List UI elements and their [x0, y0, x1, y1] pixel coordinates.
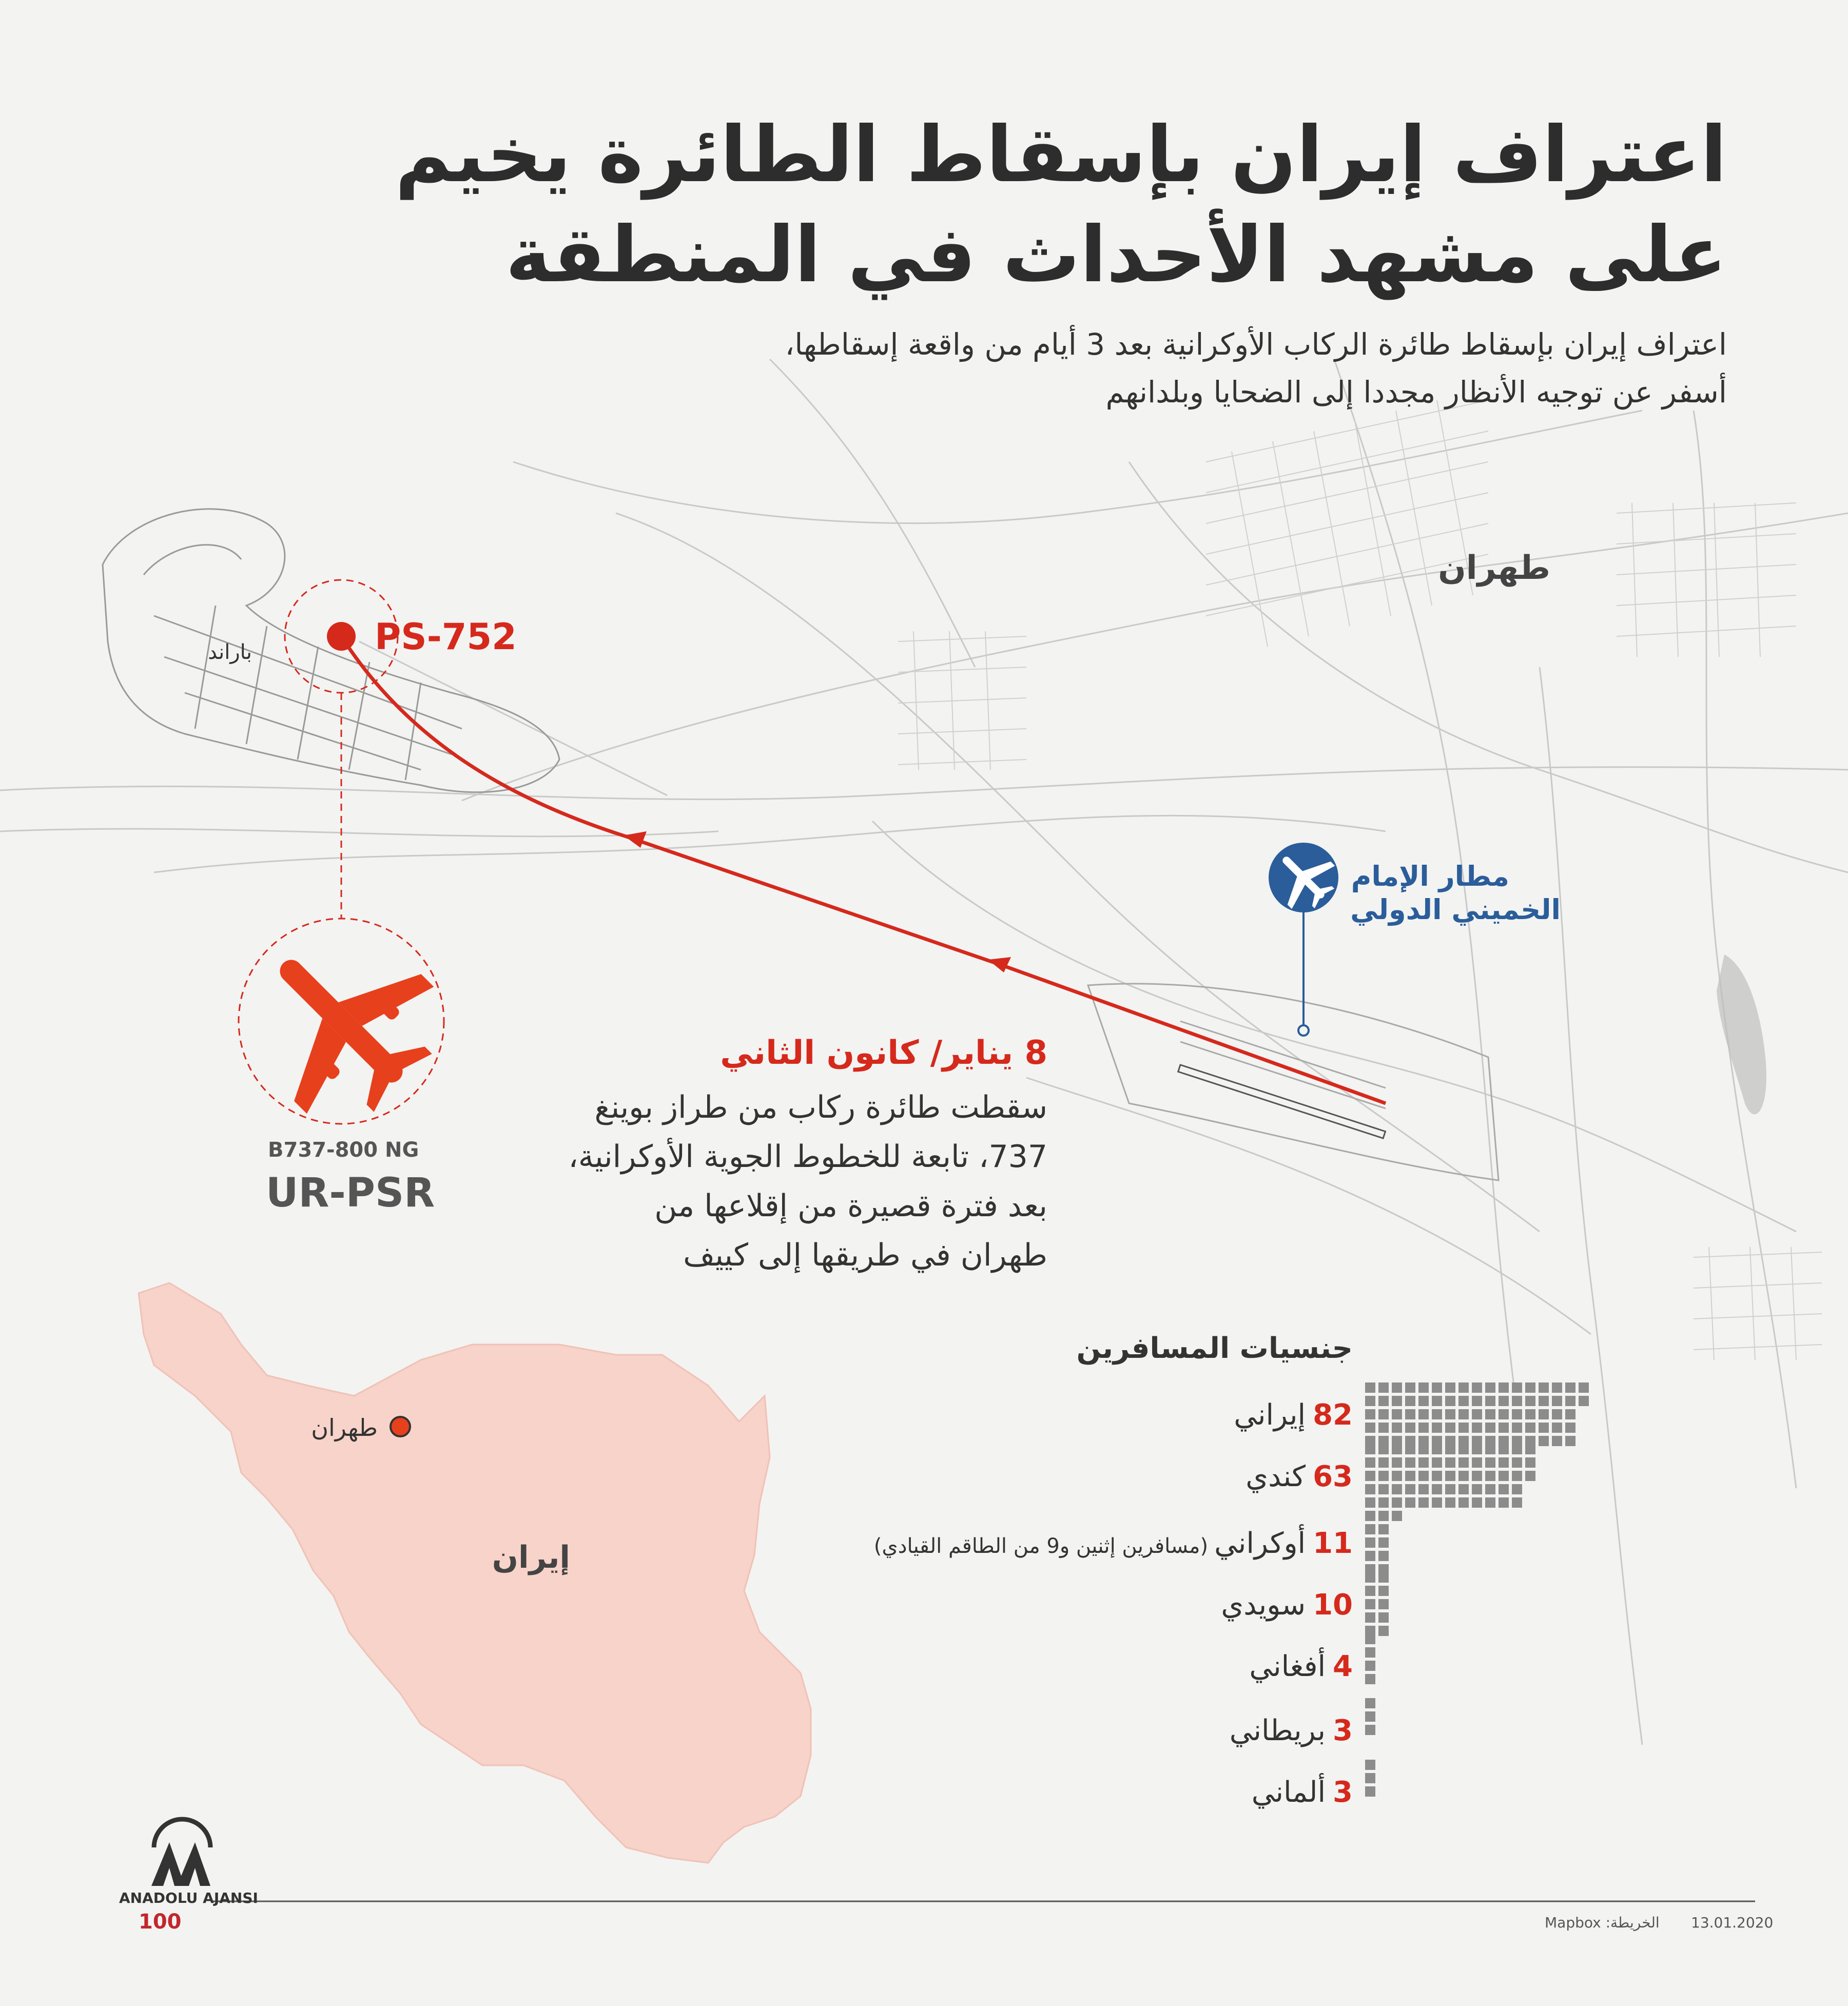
passenger-square — [1472, 1457, 1482, 1468]
passenger-square — [1445, 1396, 1455, 1406]
passenger-square — [1445, 1423, 1455, 1433]
passenger-square — [1432, 1396, 1442, 1406]
passenger-square — [1499, 1457, 1509, 1468]
passenger-square — [1418, 1484, 1429, 1494]
passenger-square — [1405, 1471, 1415, 1481]
passenger-square — [1539, 1396, 1549, 1406]
passenger-square — [1432, 1409, 1442, 1419]
passenger-square — [1445, 1444, 1455, 1454]
airport-label-line-1: مطار الإمام — [1351, 860, 1509, 892]
passenger-square — [1378, 1599, 1389, 1609]
passenger-square — [1445, 1497, 1455, 1508]
nationality-row — [1221, 1588, 1353, 1622]
subtitle-line-2: أسفر عن توجيه الأنظار مجددا إلى الضحايا وبلدانهم — [1105, 375, 1727, 410]
crash-site-marker — [327, 622, 356, 651]
passenger-square — [1445, 1471, 1455, 1481]
parand-label: باراند — [208, 640, 252, 664]
passenger-square — [1378, 1409, 1389, 1419]
passenger-square — [1392, 1396, 1402, 1406]
event-text-line-3: بعد فترة قصيرة من إقلاعها من — [654, 1188, 1047, 1224]
passenger-square — [1485, 1382, 1495, 1393]
airport-label-line-2: الخميني الدولي — [1350, 893, 1561, 926]
passenger-square — [1365, 1599, 1375, 1609]
passenger-square — [1525, 1457, 1535, 1468]
tehran-map-label: طهران — [1438, 549, 1550, 587]
passenger-square — [1499, 1444, 1509, 1454]
passenger-square — [1525, 1409, 1535, 1419]
plane-icon — [220, 900, 466, 1146]
passenger-square — [1365, 1497, 1375, 1508]
passenger-square — [1499, 1396, 1509, 1406]
event-text-line-1: سقطت طائرة ركاب من طراز بوينغ — [594, 1089, 1047, 1125]
aircraft-model-label: B737-800 NG — [268, 1138, 419, 1162]
page-title-line-2: على مشهد الأحداث في المنطقة — [505, 210, 1727, 300]
passenger-square — [1365, 1396, 1375, 1406]
passenger-square — [1552, 1409, 1562, 1419]
iran-country-shape — [139, 1283, 811, 1863]
passenger-square — [1579, 1396, 1589, 1406]
passenger-square — [1405, 1409, 1415, 1419]
passenger-square — [1472, 1471, 1482, 1481]
logo-anniversary: 100 — [139, 1910, 182, 1934]
nationality-count: 4 — [1333, 1650, 1353, 1683]
event-date: 8 يناير/ كانون الثاني — [720, 1034, 1047, 1072]
passenger-square — [1458, 1382, 1469, 1393]
anadolu-logo-mark — [151, 1819, 210, 1886]
subtitle-line-1: اعتراف إيران بإسقاط طائرة الركاب الأوكرانية بعد 3 أيام من واقعة إسقاطها، — [785, 327, 1727, 362]
passenger-square — [1565, 1382, 1575, 1393]
passenger-square — [1365, 1471, 1375, 1481]
passenger-square — [1525, 1444, 1535, 1454]
passenger-square — [1365, 1773, 1375, 1783]
passenger-square — [1378, 1626, 1389, 1636]
passenger-square — [1512, 1497, 1522, 1508]
passenger-square — [1432, 1497, 1442, 1508]
passenger-square — [1405, 1497, 1415, 1508]
passenger-square — [1418, 1382, 1429, 1393]
passenger-square — [1565, 1409, 1575, 1419]
passenger-square — [1525, 1396, 1535, 1406]
passenger-square — [1512, 1396, 1522, 1406]
aircraft-registration-label: UR-PSR — [266, 1170, 435, 1216]
nationality-label: بريطاني — [1229, 1714, 1326, 1747]
nationality-label: إيراني — [1234, 1398, 1306, 1432]
footer-map-credit: الخريطة: Mapbox — [1545, 1914, 1660, 1931]
passenger-square — [1458, 1497, 1469, 1508]
passenger-square — [1418, 1423, 1429, 1433]
nationality-row — [1249, 1650, 1353, 1683]
passenger-square — [1365, 1382, 1375, 1393]
nationality-label: أوكراني — [1214, 1527, 1306, 1560]
tehran-dot — [391, 1417, 410, 1436]
passenger-square — [1472, 1423, 1482, 1433]
passenger-square — [1365, 1661, 1375, 1671]
passenger-square — [1418, 1396, 1429, 1406]
nationality-row — [874, 1527, 1353, 1560]
nationality-count: 3 — [1333, 1714, 1353, 1747]
passenger-square — [1512, 1382, 1522, 1393]
passenger-square — [1418, 1457, 1429, 1468]
passenger-square — [1365, 1457, 1375, 1468]
passenger-square — [1378, 1471, 1389, 1481]
passenger-square — [1405, 1484, 1415, 1494]
passenger-square — [1365, 1484, 1375, 1494]
passenger-square — [1392, 1497, 1402, 1508]
passenger-square — [1472, 1396, 1482, 1406]
passenger-square — [1365, 1551, 1375, 1561]
passenger-square — [1458, 1409, 1469, 1419]
passenger-square — [1432, 1444, 1442, 1454]
nationality-count: 11 — [1313, 1527, 1353, 1560]
nationality-note: (مسافرين إثنين و9 من الطاقم القيادي) — [873, 1534, 1209, 1558]
passenger-square — [1552, 1423, 1562, 1433]
passenger-square — [1472, 1409, 1482, 1419]
event-text-line-2: 737، تابعة للخطوط الجوية الأوكرانية، — [568, 1139, 1047, 1175]
passenger-square — [1485, 1457, 1495, 1468]
nationality-row — [1252, 1776, 1353, 1809]
passenger-square — [1445, 1382, 1455, 1393]
passenger-square — [1365, 1423, 1375, 1433]
nationality-label: سويدي — [1221, 1588, 1306, 1622]
passenger-square — [1378, 1484, 1389, 1494]
passenger-square — [1365, 1698, 1375, 1708]
iran-country-label: إيران — [492, 1540, 570, 1575]
passenger-square — [1472, 1444, 1482, 1454]
passenger-square — [1365, 1634, 1375, 1644]
passenger-square — [1499, 1409, 1509, 1419]
passenger-square — [1445, 1457, 1455, 1468]
passenger-square — [1418, 1497, 1429, 1508]
passenger-square — [1378, 1382, 1389, 1393]
passenger-square — [1378, 1457, 1389, 1468]
passenger-square — [1458, 1471, 1469, 1481]
passenger-square — [1539, 1382, 1549, 1393]
passenger-square — [1365, 1647, 1375, 1658]
passenger-square — [1392, 1423, 1402, 1433]
nationality-row — [1230, 1714, 1353, 1747]
passenger-square — [1552, 1436, 1562, 1446]
passenger-square — [1539, 1423, 1549, 1433]
passenger-square — [1392, 1444, 1402, 1454]
passenger-square — [1512, 1444, 1522, 1454]
passenger-square — [1499, 1382, 1509, 1393]
nationalities-title: جنسيات المسافرين — [1076, 1332, 1353, 1365]
passenger-square — [1579, 1382, 1589, 1393]
passenger-square — [1418, 1471, 1429, 1481]
passenger-square — [1432, 1484, 1442, 1494]
passenger-square — [1485, 1396, 1495, 1406]
passenger-square — [1565, 1436, 1575, 1446]
passenger-square — [1512, 1484, 1522, 1494]
passenger-square — [1485, 1409, 1495, 1419]
passenger-square — [1365, 1711, 1375, 1722]
passenger-square — [1552, 1396, 1562, 1406]
pictogram-squares — [1365, 1382, 1589, 1797]
passenger-square — [1378, 1511, 1389, 1521]
nationality-count: 10 — [1313, 1588, 1353, 1622]
passenger-square — [1378, 1497, 1389, 1508]
passenger-square — [1432, 1471, 1442, 1481]
passenger-square — [1432, 1423, 1442, 1433]
passenger-square — [1512, 1471, 1522, 1481]
passenger-square — [1365, 1674, 1375, 1684]
passenger-square — [1378, 1396, 1389, 1406]
passenger-square — [1472, 1497, 1482, 1508]
passenger-square — [1485, 1497, 1495, 1508]
passenger-square — [1392, 1511, 1402, 1521]
passenger-square — [1392, 1382, 1402, 1393]
passenger-square — [1499, 1484, 1509, 1494]
passenger-square — [1565, 1423, 1575, 1433]
passenger-square — [1405, 1444, 1415, 1454]
passenger-square — [1525, 1471, 1535, 1481]
airport-runway-map — [1088, 984, 1499, 1180]
passenger-square — [1378, 1423, 1389, 1433]
passenger-square — [1539, 1409, 1549, 1419]
passenger-square — [1565, 1396, 1575, 1406]
passenger-square — [1539, 1436, 1549, 1446]
passenger-square — [1365, 1511, 1375, 1521]
passenger-square — [1365, 1524, 1375, 1534]
passenger-square — [1405, 1457, 1415, 1468]
nationality-label: ألماني — [1251, 1776, 1326, 1809]
iran-tehran-label: طهران — [311, 1414, 378, 1442]
passenger-square — [1458, 1484, 1469, 1494]
passenger-square — [1432, 1382, 1442, 1393]
passenger-square — [1378, 1537, 1389, 1548]
passenger-square — [1499, 1423, 1509, 1433]
footer-date: 13.01.2020 — [1691, 1914, 1774, 1931]
passenger-square — [1365, 1572, 1375, 1583]
passenger-square — [1365, 1444, 1375, 1454]
passenger-square — [1458, 1423, 1469, 1433]
passenger-square — [1405, 1423, 1415, 1433]
passenger-square — [1392, 1409, 1402, 1419]
nationality-count: 82 — [1313, 1398, 1353, 1432]
passenger-square — [1392, 1471, 1402, 1481]
lake-shape — [1717, 955, 1766, 1115]
nationality-label: أفغاني — [1249, 1650, 1326, 1683]
passenger-square — [1485, 1444, 1495, 1454]
passenger-square — [1485, 1484, 1495, 1494]
passenger-square — [1512, 1457, 1522, 1468]
passenger-square — [1365, 1612, 1375, 1623]
passenger-square — [1405, 1396, 1415, 1406]
passenger-square — [1378, 1524, 1389, 1534]
passenger-square — [1378, 1612, 1389, 1623]
passenger-square — [1365, 1586, 1375, 1596]
passenger-square — [1405, 1382, 1415, 1393]
passenger-square — [1485, 1471, 1495, 1481]
passenger-square — [1432, 1457, 1442, 1468]
passenger-square — [1378, 1586, 1389, 1596]
page-title-line-1: اعتراف إيران بإسقاط الطائرة يخيم — [395, 110, 1727, 200]
passenger-square — [1418, 1444, 1429, 1454]
passenger-square — [1365, 1537, 1375, 1548]
nationality-label: كندي — [1246, 1460, 1306, 1493]
passenger-square — [1458, 1444, 1469, 1454]
passenger-square — [1365, 1786, 1375, 1797]
nationality-row — [1246, 1460, 1353, 1493]
passenger-square — [1365, 1760, 1375, 1770]
event-text-line-4: طهران في طريقها إلى كييف — [683, 1237, 1047, 1273]
passenger-square — [1445, 1409, 1455, 1419]
passenger-square — [1499, 1497, 1509, 1508]
passenger-square — [1472, 1484, 1482, 1494]
nationality-count: 3 — [1333, 1776, 1353, 1809]
passenger-square — [1458, 1396, 1469, 1406]
passenger-square — [1485, 1423, 1495, 1433]
passenger-square — [1378, 1551, 1389, 1561]
nationality-row — [1234, 1398, 1353, 1432]
passenger-square — [1378, 1444, 1389, 1454]
passenger-square — [1552, 1382, 1562, 1393]
logo-name: ANADOLU AJANSI — [119, 1890, 258, 1906]
passenger-square — [1512, 1423, 1522, 1433]
passenger-square — [1525, 1382, 1535, 1393]
passenger-square — [1378, 1572, 1389, 1583]
airport-pin-dot — [1298, 1025, 1309, 1036]
nationality-count: 63 — [1313, 1460, 1353, 1493]
passenger-square — [1525, 1423, 1535, 1433]
flight-code-label: PS-752 — [375, 616, 517, 658]
passenger-square — [1512, 1409, 1522, 1419]
runway — [1178, 1065, 1386, 1138]
passenger-square — [1392, 1484, 1402, 1494]
passenger-square — [1472, 1382, 1482, 1393]
passenger-square — [1458, 1457, 1469, 1468]
passenger-square — [1499, 1471, 1509, 1481]
passenger-square — [1418, 1409, 1429, 1419]
passenger-square — [1392, 1457, 1402, 1468]
passenger-square — [1365, 1725, 1375, 1735]
passenger-square — [1445, 1484, 1455, 1494]
passenger-square — [1365, 1409, 1375, 1419]
